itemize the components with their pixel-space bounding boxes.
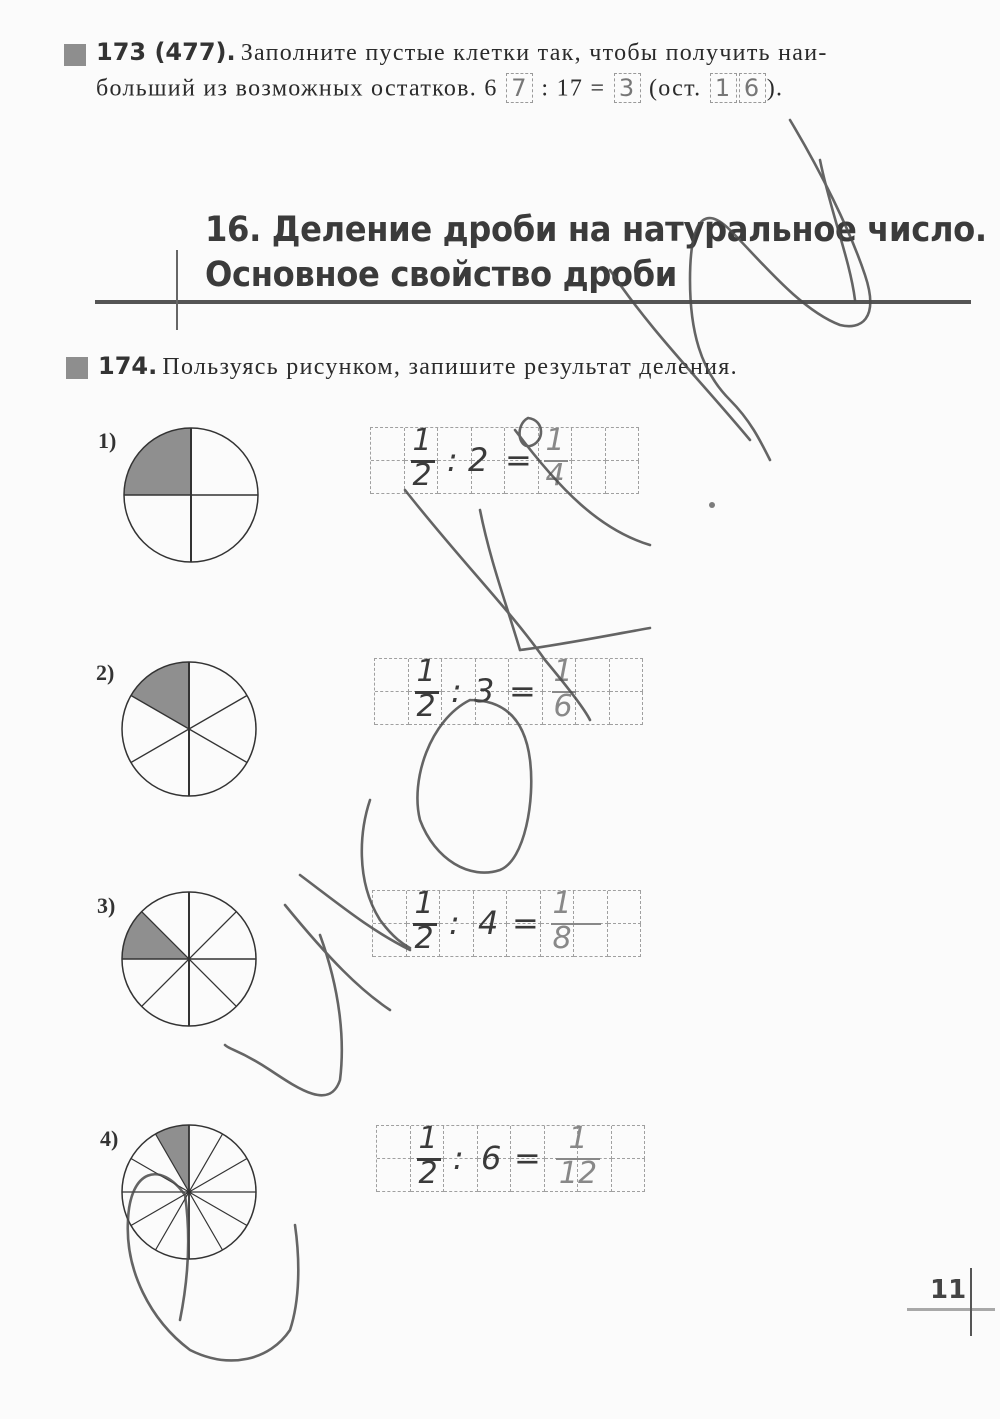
divisor: 6	[481, 1139, 502, 1177]
answer-numerator: 1	[568, 1121, 588, 1156]
colon-sign: :	[447, 441, 458, 479]
exercise-174-instruction: Пользуясь рисунком, запишите результат деления.	[162, 354, 738, 380]
circle-eighths	[122, 892, 256, 1026]
equals-sign: =	[505, 441, 532, 479]
division-expression: : 17 =	[541, 75, 606, 102]
colon-sign: :	[453, 1139, 464, 1177]
closing-paren: ).	[766, 75, 784, 102]
circle-quarters	[124, 428, 258, 562]
answer-denominator: 6	[553, 689, 573, 724]
equals-sign: =	[509, 672, 536, 710]
answer-box-dividend[interactable]: 7	[506, 73, 533, 103]
answer-numerator: 1	[545, 423, 565, 458]
exercise-173-text-line1: Заполните пустые клетки так, чтобы получить наи-	[240, 40, 828, 66]
equation-1	[370, 423, 640, 493]
page-number-rule	[907, 1308, 995, 1311]
equation-3	[372, 886, 642, 956]
numerator: 1	[412, 423, 432, 458]
answer-denominator: 8	[552, 921, 572, 956]
section-title-line1: 16. Деление дроби на натуральное число.	[205, 210, 987, 250]
equation-2	[374, 654, 644, 724]
item-label-3: 3)	[97, 893, 116, 918]
answer-numerator: 1	[552, 886, 572, 921]
numerator: 1	[416, 654, 436, 689]
answer-box-quotient[interactable]: 3	[614, 73, 641, 103]
denominator: 2	[412, 458, 432, 493]
numerator: 1	[414, 886, 434, 921]
page-number-vertical-rule	[970, 1268, 972, 1336]
answer-numerator: 1	[553, 654, 573, 689]
numerator: 1	[418, 1121, 438, 1156]
equation-4	[376, 1121, 646, 1191]
circle-twelfths	[122, 1125, 256, 1259]
answer-denominator: 4	[545, 458, 565, 493]
section-title-line2: Основное свойство дроби	[205, 255, 678, 295]
denominator: 2	[414, 921, 434, 956]
equals-sign: =	[514, 1139, 541, 1177]
divisor: 4	[478, 904, 499, 942]
item-label-1: 1)	[98, 428, 117, 453]
divisor: 2	[468, 441, 489, 479]
remainder-label: (ост.	[648, 75, 702, 102]
divisor: 3	[474, 672, 495, 710]
exercise-173-number: 173 (477).	[96, 38, 236, 66]
circle-sixths	[122, 662, 256, 796]
answer-box-remainder-tens[interactable]: 1	[710, 73, 737, 103]
exercise-173-text-line2: больший из возможных остатков. 6	[96, 75, 498, 102]
denominator: 2	[418, 1156, 438, 1191]
exercise-174-number: 174.	[98, 352, 158, 380]
colon-sign: :	[449, 904, 460, 942]
equals-sign: =	[512, 904, 539, 942]
denominator: 2	[416, 689, 436, 724]
item-label-4: 4)	[100, 1126, 119, 1151]
answer-denominator: 12	[558, 1156, 598, 1191]
colon-sign: :	[451, 672, 462, 710]
page-number: 11	[930, 1275, 967, 1305]
answer-box-remainder-units[interactable]: 6	[739, 73, 766, 103]
item-label-2: 2)	[96, 660, 115, 685]
